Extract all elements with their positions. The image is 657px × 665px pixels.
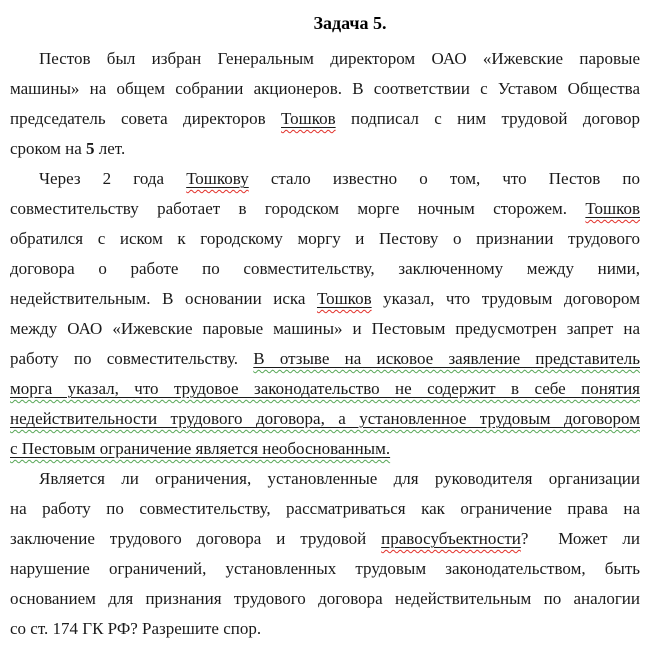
underlined-text-green-squiggle	[10, 379, 640, 398]
red-squiggle-text: Тошков	[585, 199, 640, 218]
red-squiggle-text: Тошкову	[186, 169, 249, 188]
text-line	[10, 44, 640, 74]
text-run: со ст. 174 ГК РФ? Разрешите спор.	[10, 619, 262, 638]
text-line	[10, 434, 640, 464]
text-run: Через 2 года	[39, 169, 187, 188]
text-run: ? Может ли	[520, 529, 640, 548]
text-run: недействительным. В основании иска	[10, 289, 317, 308]
text-run: сроком на	[10, 139, 87, 158]
text-line	[10, 224, 640, 254]
underlined-text-red-squiggle	[317, 289, 372, 308]
text-run: основанием для признания трудового договора недействительным по аналогии	[10, 589, 640, 608]
text-run: работу по совместительству.	[10, 349, 254, 368]
document-title: Задача 5.	[313, 13, 387, 33]
text-line	[10, 374, 640, 404]
text-line	[10, 194, 640, 224]
green-squiggle-text: В отзыве на исковое заявление представитель	[253, 349, 640, 368]
text-line	[10, 314, 640, 344]
text-run: стало известно о том, что Пестов по	[248, 169, 640, 188]
text-run: указал, что трудовым договором	[371, 289, 640, 308]
text-run: заключение трудового договора и трудовой	[10, 529, 382, 548]
text-line	[10, 554, 640, 584]
text-run: обратился с иском к городскому моргу и Пестову о признании трудового	[10, 229, 640, 248]
text-line	[10, 164, 640, 194]
text-line	[10, 404, 640, 434]
text-line	[10, 524, 640, 554]
text-run: лет.	[94, 139, 126, 158]
text-line	[10, 614, 640, 644]
text-run: Пестов был избран Генеральным директором ОАО «Ижевские паровые	[39, 49, 640, 68]
red-squiggle-text: Тошков	[281, 109, 336, 128]
text-run: договора о работе по совместительству, заключенному между ними,	[10, 259, 640, 278]
text-line	[10, 344, 640, 374]
text-run: председатель совета директоров	[10, 109, 281, 128]
underlined-text-red-squiggle	[381, 529, 521, 548]
green-squiggle-text: морга указал, что трудовое законодательство не содержит в себе понятия	[10, 379, 640, 398]
underlined-text-red-squiggle	[281, 109, 336, 128]
text-line	[10, 584, 640, 614]
green-squiggle-text: с Пестовым ограничение является необоснованным.	[10, 439, 391, 458]
green-squiggle-text: недействительности трудового договора, а установленное трудовым договором	[10, 409, 640, 428]
text-line	[10, 104, 640, 134]
text-run: машины» на общем собрании акционеров. В соответствии с Уставом Общества	[10, 79, 640, 98]
underlined-text-green-squiggle	[253, 349, 640, 368]
red-squiggle-text: Тошков	[316, 289, 372, 308]
text-line	[10, 74, 640, 104]
underlined-text-red-squiggle	[585, 199, 640, 218]
text-line	[10, 464, 640, 494]
text-run: подписал с ним трудовой договор	[335, 109, 640, 128]
text-line	[10, 494, 640, 524]
document-body	[10, 44, 640, 644]
text-run: Является ли ограничения, установленные для руководителя организации	[39, 469, 640, 488]
underlined-text-green-squiggle	[10, 439, 390, 458]
text-run: нарушение ограничений, установленных трудовым законодательством, быть	[10, 559, 640, 578]
text-line	[10, 254, 640, 284]
text-run: совместительству работает в городском морге ночным сторожем.	[10, 199, 586, 218]
red-squiggle-text: правосубъектности	[381, 529, 521, 548]
text-line	[10, 134, 640, 164]
text-line	[10, 284, 640, 314]
text-run: на работу по совместительству, рассматриваться как ограничение права на	[10, 499, 640, 518]
underlined-text-green-squiggle	[10, 409, 640, 428]
text-run: 5	[86, 139, 95, 158]
text-run: между ОАО «Ижевские паровые машины» и Пестовым предусмотрен запрет на	[10, 319, 640, 338]
underlined-text-red-squiggle	[186, 169, 249, 188]
